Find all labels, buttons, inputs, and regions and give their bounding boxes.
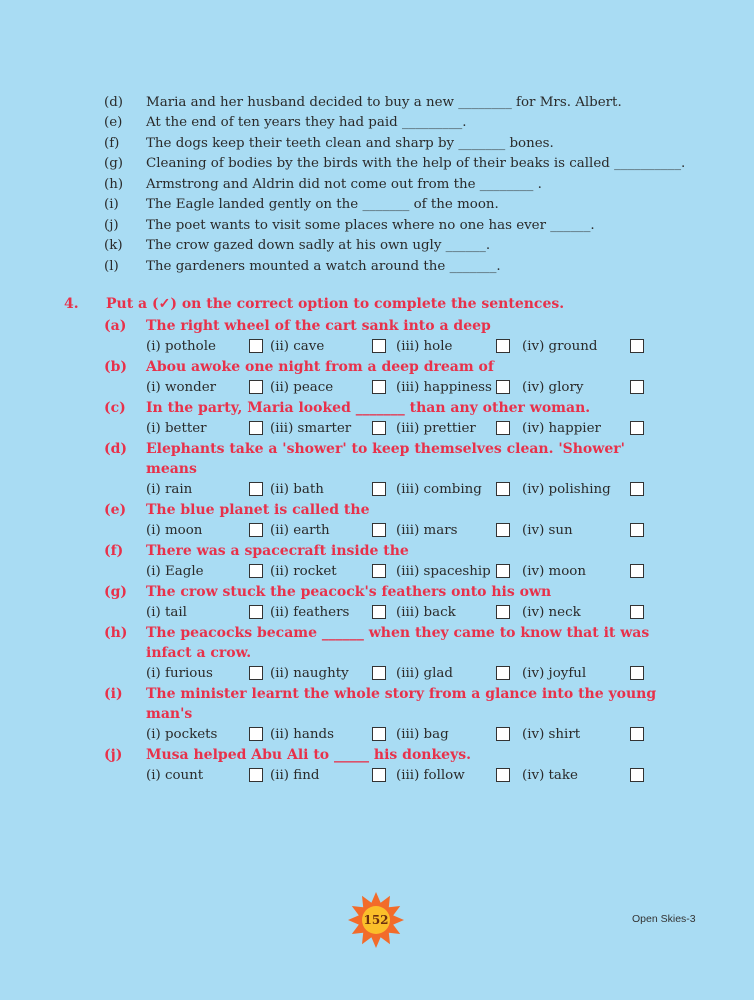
option-label: (iii) bag <box>396 727 449 742</box>
options-row <box>104 377 704 398</box>
option-checkbox[interactable] <box>496 339 510 353</box>
option-checkbox[interactable] <box>372 339 386 353</box>
option-checkbox[interactable] <box>249 380 263 394</box>
question-label: (e) <box>104 502 127 518</box>
question-line <box>104 623 704 663</box>
options-row <box>104 663 704 684</box>
option-label: (iv) moon <box>522 564 586 579</box>
option-checkbox[interactable] <box>496 523 510 537</box>
question-number: 4. <box>64 296 79 312</box>
question-text: There was a spacecraft inside the <box>146 543 409 559</box>
option-checkbox[interactable] <box>249 482 263 496</box>
question-text: The right wheel of the cart sank into a deep <box>146 318 491 334</box>
question-label: (a) <box>104 318 127 334</box>
option-checkbox[interactable] <box>372 421 386 435</box>
fill-item-label: (g) <box>104 156 124 172</box>
option-checkbox[interactable] <box>372 482 386 496</box>
fill-item-text: The poet wants to visit some places where no one has ever ______. <box>146 217 595 233</box>
option-label: (i) count <box>146 768 204 783</box>
fill-item-label: (k) <box>104 238 123 254</box>
question-text: The minister learnt the whole story from a glance into the young man's <box>146 686 657 722</box>
question-line <box>104 582 704 602</box>
option-checkbox[interactable] <box>372 564 386 578</box>
option-label: (iv) sun <box>522 523 573 538</box>
question-instruction: Put a (✓) on the correct option to complete the sentences. <box>106 296 565 312</box>
option-label: (i) furious <box>146 666 213 681</box>
fill-item-label: (d) <box>104 94 124 110</box>
question-text: Abou awoke one night from a deep dream of <box>146 359 494 375</box>
fill-item <box>104 174 704 195</box>
option-checkbox[interactable] <box>630 727 644 741</box>
fill-item-text: Armstrong and Aldrin did not come out from the ________ . <box>146 176 542 192</box>
fill-item-text: The dogs keep their teeth clean and sharp by _______ bones. <box>146 135 554 151</box>
question-label: (j) <box>104 747 123 763</box>
option-checkbox[interactable] <box>249 564 263 578</box>
option-checkbox[interactable] <box>630 564 644 578</box>
fill-item-text: Cleaning of bodies by the birds with the help of their beaks is called __________. <box>146 156 686 172</box>
option-label: (iii) hole <box>396 339 453 354</box>
option-label: (ii) rocket <box>270 564 337 579</box>
fill-item <box>104 92 704 113</box>
option-checkbox[interactable] <box>630 768 644 782</box>
question-line <box>104 745 704 765</box>
option-label: (i) pockets <box>146 727 218 742</box>
option-checkbox[interactable] <box>372 727 386 741</box>
option-checkbox[interactable] <box>496 564 510 578</box>
option-checkbox[interactable] <box>372 666 386 680</box>
question-label: (i) <box>104 686 123 702</box>
option-label: (ii) naughty <box>270 666 349 681</box>
option-checkbox[interactable] <box>496 727 510 741</box>
options-row <box>104 724 704 745</box>
question-line <box>104 439 704 479</box>
option-label: (i) pothole <box>146 339 216 354</box>
option-checkbox[interactable] <box>372 768 386 782</box>
question-item <box>104 684 704 745</box>
option-checkbox[interactable] <box>630 482 644 496</box>
question-line <box>104 398 704 418</box>
fill-item-text: At the end of ten years they had paid _________. <box>146 115 467 131</box>
option-label: (i) moon <box>146 523 203 538</box>
fill-item <box>104 113 704 134</box>
fill-item-label: (j) <box>104 217 119 233</box>
option-checkbox[interactable] <box>630 523 644 537</box>
fill-item-label: (l) <box>104 258 119 274</box>
option-checkbox[interactable] <box>496 380 510 394</box>
option-label: (iii) glad <box>396 666 453 681</box>
option-label: (i) wonder <box>146 380 217 395</box>
option-label: (iv) ground <box>522 339 598 354</box>
question-text: The peacocks became ______ when they came to know that it was infact a crow. <box>146 625 650 661</box>
option-label: (iii) back <box>396 605 456 620</box>
option-checkbox[interactable] <box>249 605 263 619</box>
options-row <box>104 602 704 623</box>
option-checkbox[interactable] <box>249 523 263 537</box>
option-label: (iii) happiness <box>396 380 492 395</box>
fill-item-text: Maria and her husband decided to buy a new ________ for Mrs. Albert. <box>146 94 622 110</box>
options-row <box>104 336 704 357</box>
option-label: (ii) peace <box>270 380 334 395</box>
question-label: (b) <box>104 359 128 375</box>
question-item <box>104 582 704 623</box>
fill-item <box>104 195 704 216</box>
option-checkbox[interactable] <box>630 666 644 680</box>
option-checkbox[interactable] <box>630 380 644 394</box>
option-checkbox[interactable] <box>249 768 263 782</box>
option-label: (ii) earth <box>270 523 330 538</box>
option-label: (ii) bath <box>270 482 324 497</box>
fill-item-label: (e) <box>104 115 123 131</box>
question-item <box>104 357 704 398</box>
question-line <box>104 500 704 520</box>
fill-item-label: (h) <box>104 176 124 192</box>
question-label: (f) <box>104 543 124 559</box>
fill-item <box>104 236 704 257</box>
option-label: (iii) follow <box>396 768 465 783</box>
option-label: (i) tail <box>146 605 187 620</box>
option-label: (iv) take <box>522 768 578 783</box>
option-checkbox[interactable] <box>249 421 263 435</box>
fill-item-text: The gardeners mounted a watch around the _______. <box>146 258 501 274</box>
option-label: (iii) prettier <box>396 421 476 436</box>
options-row <box>104 520 704 541</box>
fill-item <box>104 133 704 154</box>
question-label: (g) <box>104 584 128 600</box>
question-label: (h) <box>104 625 128 641</box>
question-item <box>104 316 704 357</box>
option-checkbox[interactable] <box>249 666 263 680</box>
footer-book-title: Open Skies-3 <box>632 913 696 925</box>
option-label: (iv) happier <box>522 421 601 436</box>
option-checkbox[interactable] <box>249 727 263 741</box>
option-label: (iii) combing <box>396 482 482 497</box>
question-line <box>104 357 704 377</box>
option-checkbox[interactable] <box>249 339 263 353</box>
question-text: The blue planet is called the <box>146 502 370 518</box>
option-label: (iv) polishing <box>522 482 611 497</box>
option-checkbox[interactable] <box>496 666 510 680</box>
option-checkbox[interactable] <box>630 339 644 353</box>
question-item <box>104 623 704 684</box>
option-checkbox[interactable] <box>372 380 386 394</box>
option-checkbox[interactable] <box>372 605 386 619</box>
fill-item-text: The Eagle landed gently on the _______ of the moon. <box>146 197 499 213</box>
question-label: (c) <box>104 400 126 416</box>
option-label: (ii) cave <box>270 339 325 354</box>
question-item <box>104 439 704 500</box>
question-4-items <box>104 316 704 786</box>
option-label: (ii) hands <box>270 727 334 742</box>
options-row <box>104 765 704 786</box>
option-checkbox[interactable] <box>496 605 510 619</box>
option-label: (ii) feathers <box>270 605 350 620</box>
option-label: (iv) joyful <box>522 666 587 681</box>
fill-item-label: (i) <box>104 197 119 213</box>
fill-item-label: (f) <box>104 135 120 151</box>
question-label: (d) <box>104 441 128 457</box>
question-text: In the party, Maria looked _______ than any other woman. <box>146 400 591 416</box>
option-checkbox[interactable] <box>496 482 510 496</box>
options-row <box>104 479 704 500</box>
option-label: (iv) glory <box>522 380 584 395</box>
option-label: (i) rain <box>146 482 193 497</box>
option-checkbox[interactable] <box>496 421 510 435</box>
fill-item <box>104 215 704 236</box>
question-item <box>104 745 704 786</box>
question-text: The crow stuck the peacock's feathers onto his own <box>146 584 552 600</box>
fill-item-text: The crow gazed down sadly at his own ugly ______. <box>146 238 491 254</box>
fill-item <box>104 256 704 277</box>
option-label: (iv) neck <box>522 605 581 620</box>
option-label: (i) Eagle <box>146 564 204 579</box>
question-4-heading <box>64 296 564 312</box>
question-line <box>104 316 704 336</box>
fill-item <box>104 154 704 175</box>
question-item <box>104 398 704 439</box>
page-number: 152 <box>363 913 389 927</box>
option-checkbox[interactable] <box>496 768 510 782</box>
option-checkbox[interactable] <box>630 421 644 435</box>
question-item <box>104 500 704 541</box>
options-row <box>104 561 704 582</box>
question-item <box>104 541 704 582</box>
options-row <box>104 418 704 439</box>
option-label: (iii) smarter <box>270 421 352 436</box>
question-text: Elephants take a 'shower' to keep themselves clean. 'Shower' means <box>146 441 625 477</box>
question-text: Musa helped Abu Ali to _____ his donkeys. <box>146 747 471 763</box>
option-checkbox[interactable] <box>372 523 386 537</box>
option-label: (iii) spaceship <box>396 564 491 579</box>
option-checkbox[interactable] <box>630 605 644 619</box>
question-line <box>104 684 704 724</box>
option-label: (iii) mars <box>396 523 458 538</box>
option-label: (ii) find <box>270 768 320 783</box>
fill-in-blanks-list <box>104 92 704 277</box>
option-label: (iv) shirt <box>522 727 581 742</box>
question-line <box>104 541 704 561</box>
option-label: (i) better <box>146 421 207 436</box>
